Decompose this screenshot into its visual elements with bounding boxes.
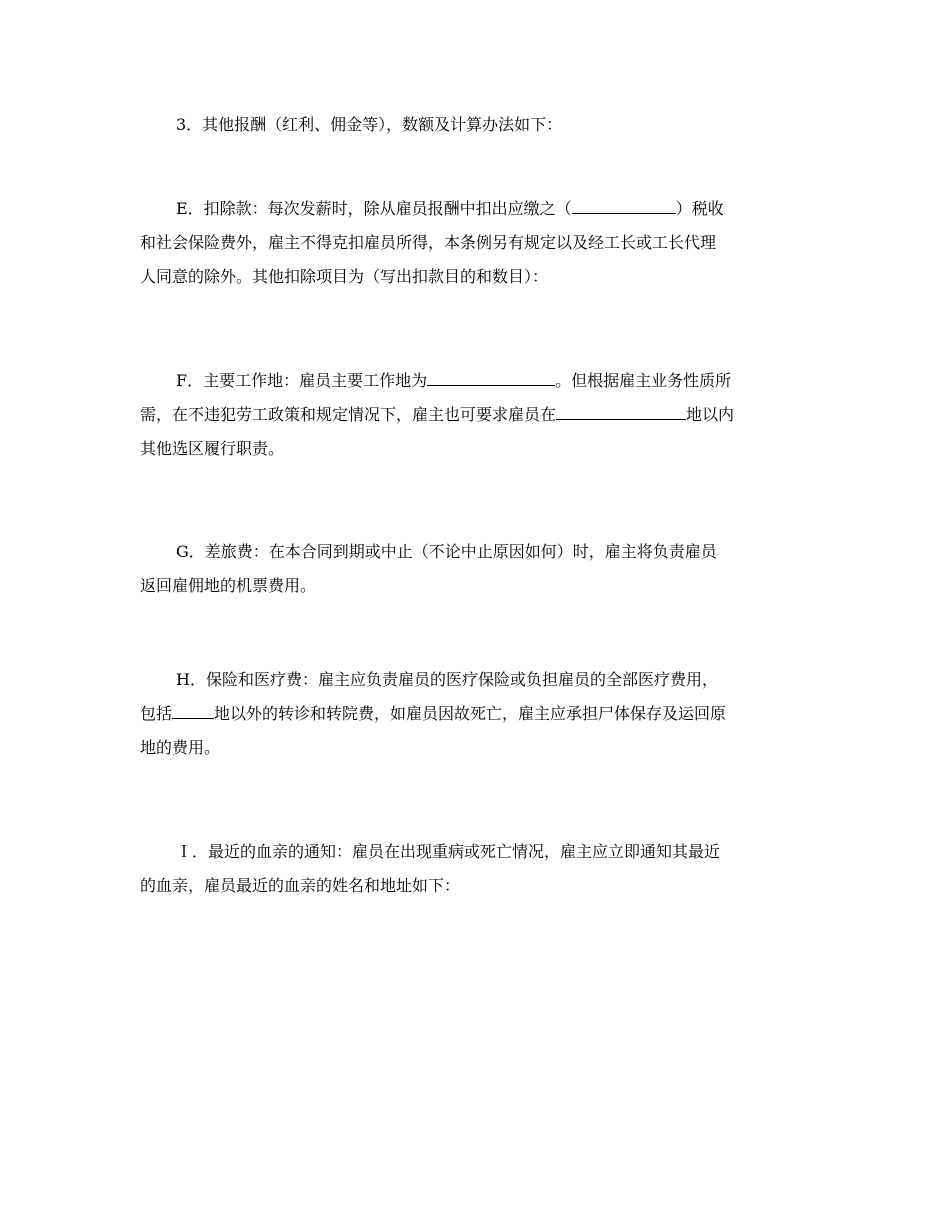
- clause-f-line-1-text-b: 。但根据雇主业务性质所: [555, 371, 732, 390]
- clause-e-line-1-text-a: E．扣除款：每次发薪时，除从雇员报酬中扣出应缴之（: [176, 199, 572, 218]
- main-workplace-blank-field[interactable]: [427, 384, 555, 386]
- clause-g-travel-expenses: [140, 535, 820, 603]
- clause-h-line-1: H．保险和医疗费：雇主应负责雇员的医疗保险或负担雇员的全部医疗费用，: [176, 670, 718, 689]
- clause-h-line-2-text-b: 地以外的转诊和转院费，如雇员因故死亡，雇主应承担尸体保存及运回原: [214, 704, 727, 723]
- clause-h-line-3: 地的费用。: [140, 738, 221, 757]
- clause-e-line-3: 人同意的除外。其他扣除项目为（写出扣款目的和数目）：: [140, 267, 549, 286]
- clause-f-line-1: [140, 364, 820, 398]
- clause-i-line-1: Ｉ．最近的血亲的通知：雇员在出现重病或死亡情况，雇主应立即通知其最近: [176, 842, 721, 861]
- clause-f-line-1-text-a: F．主要工作地：雇员主要工作地为: [176, 371, 428, 390]
- clause-3-line-1: 3．其他报酬（红利、佣金等），数额及计算办法如下：: [176, 115, 563, 134]
- location-blank-field[interactable]: [172, 717, 214, 719]
- clause-g-line-1: G．差旅费：在本合同到期或中止（不论中止原因如何）时，雇主将负责雇员: [176, 542, 717, 561]
- clause-h-insurance-medical: [140, 663, 820, 765]
- clause-e-line-1-text-b: ）税收: [675, 199, 724, 218]
- clause-e-line-2: 和社会保险费外，雇主不得克扣雇员所得，本条例另有规定以及经工长或工长代理: [140, 233, 717, 252]
- clause-e-deductions: [140, 192, 820, 294]
- clause-g-line-2: 返回雇佣地的机票费用。: [140, 576, 317, 595]
- clause-h-line-2-text-a: 包括: [140, 704, 173, 723]
- clause-e-line-1: [140, 192, 820, 226]
- clause-i-line-2: 的血亲，雇员最近的血亲的姓名和地址如下：: [140, 876, 461, 895]
- clause-f-line-2-text-a: 需，在不违犯劳工政策和规定情况下，雇主也可要求雇员在: [140, 405, 557, 424]
- clause-f-line-2: [140, 398, 820, 432]
- clause-f-line-2-text-b: 地以内: [686, 405, 735, 424]
- clause-h-line-2: [140, 697, 820, 731]
- clause-i-next-of-kin: [140, 835, 820, 903]
- other-region-blank-field[interactable]: [556, 418, 686, 420]
- clause-3-other-remuneration: [140, 108, 820, 142]
- clause-f-workplace: [140, 364, 820, 466]
- tax-blank-field[interactable]: [572, 212, 676, 214]
- clause-f-line-3: 其他选区履行职责。: [140, 439, 285, 458]
